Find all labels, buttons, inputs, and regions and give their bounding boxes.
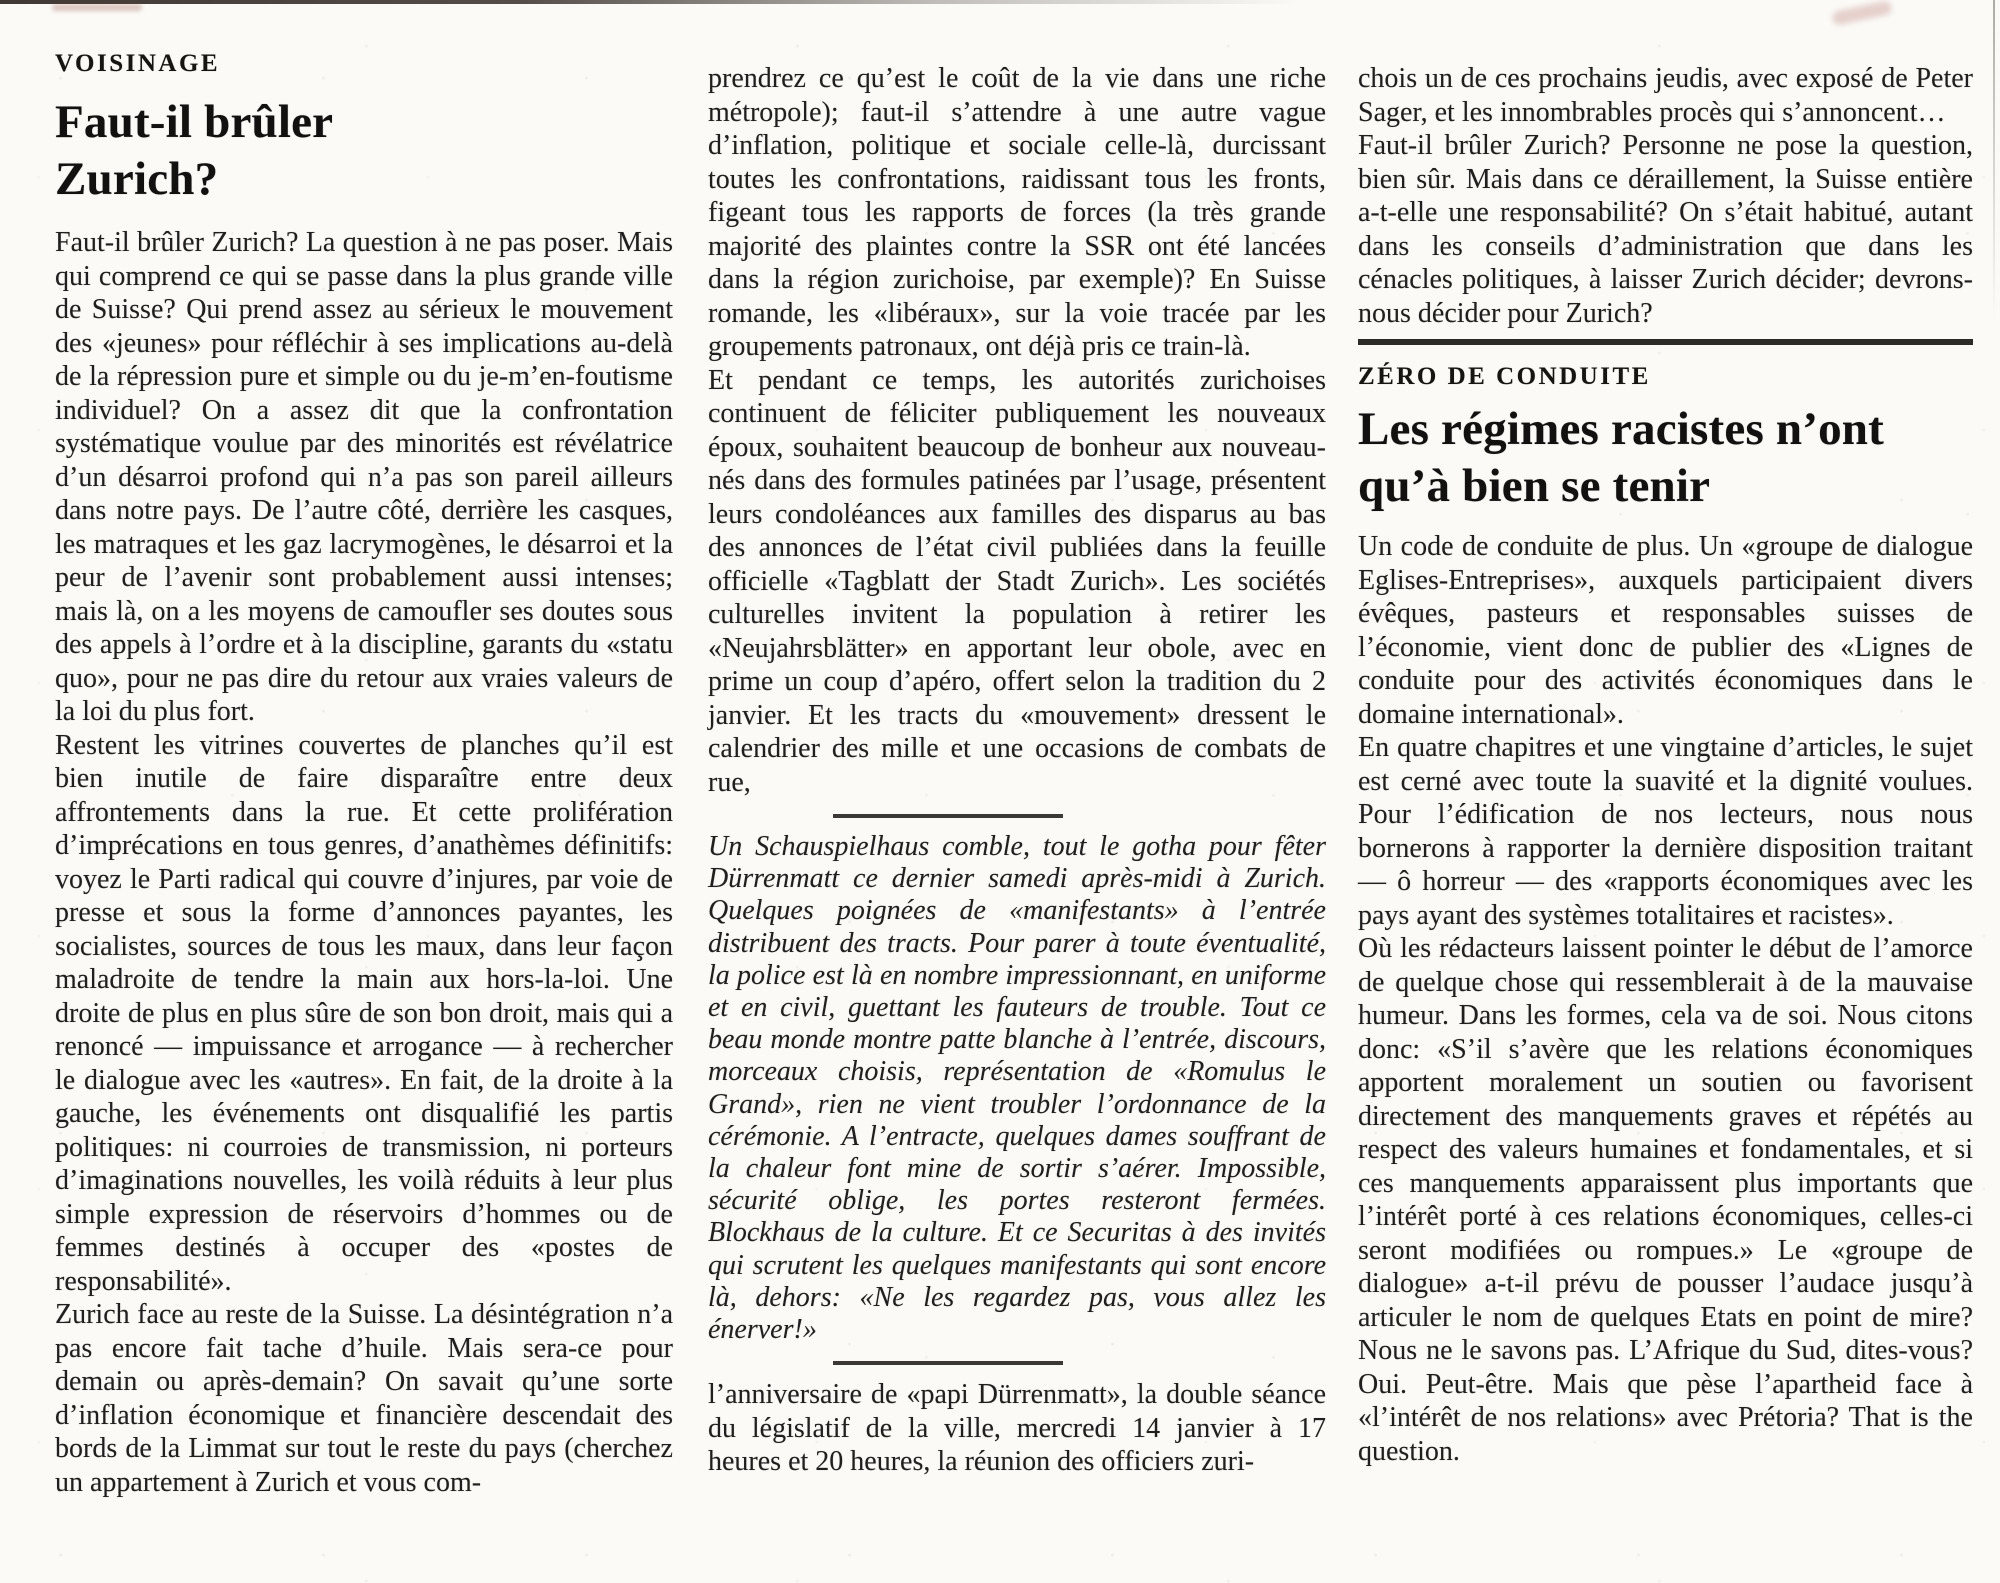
article1-col2-paragraph-2: Et pendant ce temps, les autorités zurichoises continuent de féliciter publiquement les nouveaux époux, souhaitent beaucoup de bonheur aux nouveau-nés dans des formules patinées par l’usage, présentent leurs condoléances aux familles des disparus au bas des annonces de l’état civil publiées dans la feuille officielle «Tagblatt der Stadt Zurich». Les sociétés culturelles invitent la population à retirer les «Neujahrsblätter» en apportant leur obole, avec en prime un coup d’apéro, offert selon la tradition du 2 janvier. Et les tracts du «mouvement» dressent le calendrier des mille et une occasions de combats de rue, xyxy=(708,364,1326,798)
scan-artifact-right xyxy=(1831,0,1893,26)
column-2 xyxy=(708,50,1326,1479)
article1-col1-paragraph-3: Zurich face au reste de la Suisse. La désintégration n’a pas encore fait tache d’huile. Mais sera-ce pour demain ou après-demain? On savait qu’une sorte d’inflation économique et financière descendait des bords de la Limmat sur tout le reste du pays (cherchez un appartement à Zurich et vous com- xyxy=(55,1299,673,1498)
article2-paragraph-3: Où les rédacteurs laissent pointer le début de l’amorce de quelque chose qui ressemblerait à de la mauvaise humeur. Dans les formes, cela va de soi. Nous citons donc: «S’il s’avère que les relations économiques apportent moralement un soutien ou favorisent directement des manquements graves et répétés au respect des valeurs humaines et fondamentales, et si ces manquements apparaissent plus importants que l’intérêt porté à ces relations économiques, celles-ci seront modifiées ou rompues.» Le «groupe de dialogue» a-t-il prévu de pousser l’audace jusqu’à articuler le nom de quelques Etats en point de mire? Nous ne le savons pas. L’Afrique du Sud, dites-vous? Oui. Peut-être. Mais que pèse l’apartheid face à «l’intérêt de nos relations» avec Prétoria? That is the question. xyxy=(1358,933,1973,1467)
article1-col1-paragraph-1: Faut-il brûler Zurich? La question à ne pas poser. Mais qui comprend ce qui se passe dans la plus grande ville de Suisse? Qui prend assez au sérieux le mouvement des «jeunes» pour réfléchir à ses implications au-delà de la répression pure et simple ou du je-m’en-foutisme individuel? On a assez dit que la confrontation systématique voulue par des minorités est révélatrice d’un désarroi profond qui n’a pas son pareil ailleurs dans notre pays. De l’autre côté, derrière les casques, les matraques et les gaz lacrymogènes, le désarroi et la peur de l’avenir sont probablement aussi intenses; mais là, on a les moyens de camoufler ses doutes sous des appels à l’ordre et à la discipline, garants du «statu quo», pour ne pas dire du retour aux vraies valeurs de la loi du plus fort. xyxy=(55,227,673,727)
inset-rule-bottom xyxy=(833,1361,1063,1365)
article2-headline xyxy=(1358,401,1973,515)
article1-kicker: VOISINAGE xyxy=(55,50,221,77)
article1-inset-italic: Un Schauspielhaus comble, tout le gotha pour fêter Dürrenmatt ce dernier samedi après-midi à Zurich. Quelques poignées de «manifestants» à l’entrée distribuent des tracts. Pour parer à toute éventualité, la police est là en nombre impressionnant, en uniforme et en civil, guettant les fauteurs de trouble. Tout ce beau monde montre patte blanche à l’entrée, discours, morceaux choisis, représentation de «Romulus le Grand», rien ne vient troubler l’ordonnance de la cérémonie. A l’entracte, quelques dames souffrant de la chaleur font mine de sortir s’aérer. Impossible, sécurité oblige, les portes resteront fermées. Blockhaus de la culture. Et ce Securitas à des invités qui scrutent les quelques manifestants qui sont encore là, dehors: «Ne les regardez pas, vous allez les énerver!» xyxy=(708,831,1326,1346)
article1-col1-paragraph-2: Restent les vitrines couvertes de planches qu’il est bien inutile de faire disparaître entre deux affrontements dans la rue. Et cette prolifération d’imprécations en tous genres, d’anathèmes définitifs: voyez le Parti radical qui couvre d’injures, par voie de presse et sous la forme d’annonces payantes, les socialistes, sources de tous les maux, dans leur façon maladroite de tendre la main aux hors-la-loi. Une droite de plus en plus sûre de son bon droit, mais qui a renoncé — impuissance et arrogance — à rechercher le dialogue avec les «autres». En fait, de la droite à la gauche, les événements ont disqualifié les partis politiques: ni courroies de transmission, ni porteurs d’imaginations nouvelles, les voilà réduits à leur plus simple expression de réservoirs d’hommes ou de femmes destinés à occuper des «postes de responsabilité». xyxy=(55,729,673,1297)
article1-col2-paragraph-1: prendrez ce qu’est le coût de la vie dans une riche métropole); faut-il s’attendre à une autre vague d’inflation, politique et sociale celle-là, durcissant toutes les confrontations, raidissant tous les fronts, figeant tous les rapports de forces (la très grande majorité des plaintes contre la SSR ont été lancées dans la région zurichoise, par exemple)? En Suisse romande, les «libéraux», sur la voie tracée par les groupements patronaux, ont déjà pris ce train-là. xyxy=(708,63,1326,362)
article1-headline-line2: Zurich? xyxy=(55,153,219,205)
column-3 xyxy=(1358,50,1973,1468)
article2-headline-line1: Les régimes racistes n’ont xyxy=(1358,403,1884,455)
scan-edge-top xyxy=(0,0,1300,4)
scan-artifact-left xyxy=(52,4,142,11)
article2-paragraph-2: En quatre chapitres et une vingtaine d’articles, le sujet est cerné avec toute la suavité et la dignité voulues. Pour l’édification de nos lecteurs, nous nous bornerons à rapporter la dernière disposition traitant — ô horreur — des «rapports économiques avec les pays ayant des systèmes totalitaires et racistes». xyxy=(1358,732,1973,931)
column-1 xyxy=(55,50,673,1499)
article1-col3-paragraph-2: Faut-il brûler Zurich? Personne ne pose la question, bien sûr. Mais dans ce déraillement, la Suisse entière a-t-elle une responsabilité? On s’était habitué, autant dans les conseils d’administration que dans les cénacles politiques, à laisser Zurich décider; devrons-nous décider pour Zurich? xyxy=(1358,130,1973,329)
article1-headline-line1: Faut-il brûler xyxy=(55,96,334,148)
scan-edge-right xyxy=(1993,0,1995,320)
article2-headline-line2: qu’à bien se tenir xyxy=(1358,460,1711,512)
article1-headline xyxy=(55,94,673,208)
article1-col3-paragraph-1: chois un de ces prochains jeudis, avec exposé de Peter Sager, et les innombrables procès qui s’annoncent… xyxy=(1358,63,1973,128)
article2-kicker: ZÉRO DE CONDUITE xyxy=(1358,363,1651,390)
article1-col2-paragraph-3: l’anniversaire de «papi Dürrenmatt», la double séance du législatif de la ville, mercredi 14 janvier à 17 heures et 20 heures, la réunion des officiers zuri- xyxy=(708,1379,1326,1478)
inset-rule-top xyxy=(833,814,1063,818)
section-divider-rule xyxy=(1358,339,1973,345)
article2-paragraph-1: Un code de conduite de plus. Un «groupe de dialogue Eglises-Entreprises», auxquels participaient divers évêques, pasteurs et responsables suisses de l’économie, vient donc de publier des «Lignes de conduite pour des activités économiques dans le domaine international». xyxy=(1358,531,1973,730)
